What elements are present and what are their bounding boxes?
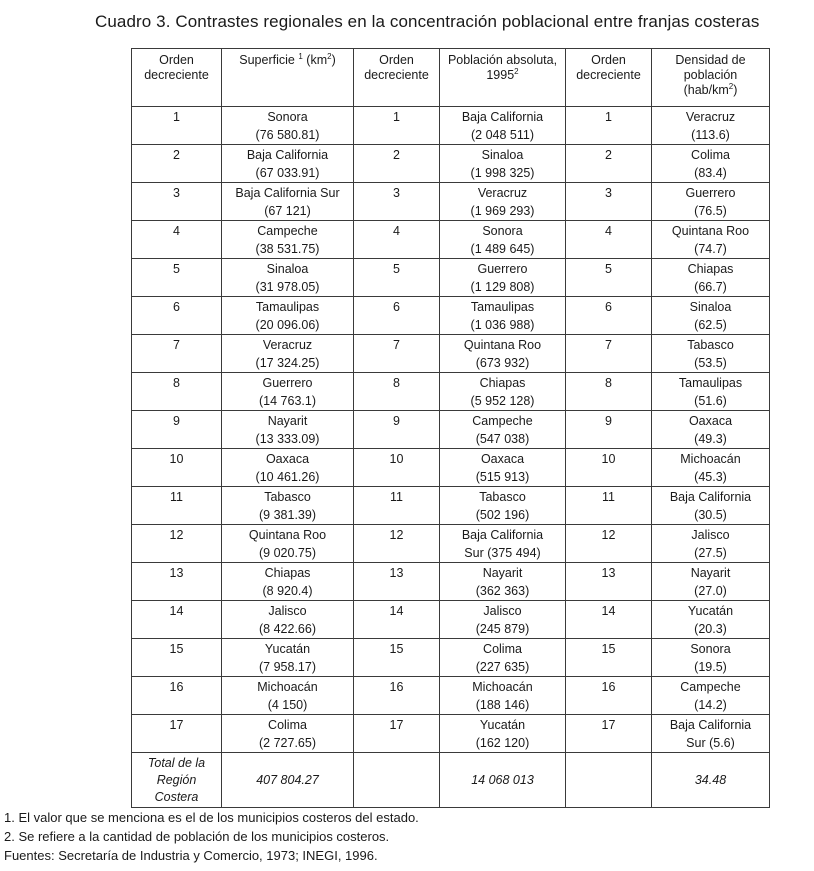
rank-densidad: [566, 221, 652, 259]
rank-superficie: [132, 221, 222, 259]
densidad-cell: [652, 601, 770, 639]
densidad-cell-den-value: (20.3): [694, 621, 727, 636]
densidad-cell: [652, 639, 770, 677]
table-row: [132, 373, 770, 411]
superficie-cell-sup-value: (4 150): [267, 697, 308, 712]
densidad-cell: [652, 297, 770, 335]
rank-densidad-rank: 11: [602, 490, 615, 504]
poblacion-cell-pob-value: Sur (375 494): [464, 545, 541, 560]
poblacion-cell: [440, 715, 566, 753]
rank-densidad-rank: 13: [601, 566, 616, 580]
rank-superficie: [132, 715, 222, 753]
poblacion-cell-pob-value: (2 048 511): [470, 127, 534, 142]
poblacion-cell-pob-value: (1 036 988): [470, 317, 535, 332]
rank-superficie-rank: 12: [169, 528, 184, 542]
rank-poblacion-rank: 8: [393, 376, 400, 390]
densidad-cell: [652, 525, 770, 563]
densidad-cell-den-value: Sur (5.6): [686, 735, 735, 750]
header-superficie: Superficie $^1$ $(km^2)$: [222, 49, 354, 107]
poblacion-cell-pob-state: Sinaloa: [481, 147, 524, 162]
table-row: [132, 563, 770, 601]
superficie-cell: [222, 525, 354, 563]
superficie-cell-sup-state: Sonora: [267, 109, 308, 124]
superficie-cell-sup-value: (67 033.91): [255, 165, 320, 180]
table-row: [132, 487, 770, 525]
rank-densidad-rank: 1: [605, 110, 612, 124]
poblacion-cell-pob-state: Baja California: [461, 109, 544, 124]
rank-superficie: [132, 259, 222, 297]
poblacion-cell: [440, 145, 566, 183]
superficie-cell-sup-state: Baja California Sur: [235, 185, 340, 200]
rank-poblacion-rank: 16: [389, 680, 404, 694]
rank-superficie-rank: 5: [173, 262, 180, 276]
superficie-cell-sup-value: (14 763.1): [259, 393, 316, 408]
poblacion-cell-pob-state: Tamaulipas: [470, 299, 535, 314]
superficie-cell-sup-state: Jalisco: [268, 603, 307, 618]
rank-densidad: [566, 259, 652, 297]
rank-densidad: [566, 297, 652, 335]
table-row: [132, 107, 770, 145]
rank-superficie: [132, 335, 222, 373]
table-row: [132, 677, 770, 715]
superficie-cell-sup-value: (76 580.81): [255, 127, 320, 142]
poblacion-cell-pob-state: Oaxaca: [480, 451, 525, 466]
rank-densidad: [566, 145, 652, 183]
rank-superficie: [132, 525, 222, 563]
rank-superficie-rank: 11: [170, 490, 183, 504]
poblacion-cell-pob-value: (1 489 645): [470, 241, 535, 256]
rank-densidad: [566, 639, 652, 677]
footnote-2: 2. Se refiere a la cantidad de población de los municipios costeros.: [4, 829, 390, 844]
superficie-cell-sup-value: (7 958.17): [259, 659, 316, 674]
rank-densidad-rank: 3: [605, 186, 612, 200]
rank-densidad-rank: 9: [605, 414, 612, 428]
densidad-cell-den-value: (51.6): [694, 393, 727, 408]
densidad-cell: [652, 411, 770, 449]
poblacion-cell-pob-state: Baja California: [461, 527, 544, 542]
rank-superficie: [132, 145, 222, 183]
rank-densidad-rank: 12: [601, 528, 616, 542]
table-row: [132, 145, 770, 183]
poblacion-cell-pob-state: Michoacán: [472, 679, 533, 694]
superficie-cell-sup-state: Yucatán: [264, 641, 311, 656]
rank-poblacion: [354, 677, 440, 715]
poblacion-cell-pob-state: Tabasco: [479, 489, 526, 504]
poblacion-cell: [440, 335, 566, 373]
superficie-cell-sup-state: Oaxaca: [265, 451, 310, 466]
poblacion-cell-pob-state: Jalisco: [483, 603, 522, 618]
superficie-cell-sup-state: Nayarit: [267, 413, 308, 428]
rank-poblacion-rank: 11: [390, 490, 403, 504]
rank-poblacion: [354, 145, 440, 183]
poblacion-cell-pob-state: Campeche: [472, 413, 533, 428]
densidad-cell-den-value: (62.5): [694, 317, 727, 332]
densidad-cell-den-state: Baja California: [669, 489, 752, 504]
table-row: [132, 335, 770, 373]
densidad-cell-den-value: (14.2): [694, 697, 727, 712]
rank-superficie: [132, 563, 222, 601]
rank-superficie: [132, 107, 222, 145]
superficie-cell-sup-value: (8 422.66): [259, 621, 316, 636]
superficie-cell-sup-state: Colima: [268, 717, 307, 732]
superficie-cell: [222, 715, 354, 753]
densidad-cell: [652, 183, 770, 221]
header-row: [132, 49, 770, 107]
poblacion-cell-pob-value: (1 998 325): [470, 165, 535, 180]
rank-superficie-rank: 4: [173, 224, 180, 238]
rank-superficie: [132, 601, 222, 639]
rank-superficie: [132, 487, 222, 525]
poblacion-cell-pob-state: Nayarit: [482, 565, 523, 580]
superficie-cell-sup-state: Michoacán: [257, 679, 318, 694]
superficie-cell: [222, 487, 354, 525]
poblacion-cell-pob-state: Veracruz: [477, 185, 528, 200]
densidad-cell: [652, 487, 770, 525]
densidad-cell: [652, 563, 770, 601]
densidad-cell-den-value: (27.0): [694, 583, 727, 598]
superficie-cell-sup-value: (31 978.05): [255, 279, 320, 294]
poblacion-cell-pob-state: Sonora: [482, 223, 523, 238]
poblacion-cell: [440, 601, 566, 639]
total-empty-cell: [566, 753, 652, 808]
superficie-cell: [222, 221, 354, 259]
rank-poblacion-rank: 7: [393, 338, 400, 352]
rank-densidad-rank: 6: [605, 300, 612, 314]
superficie-cell: [222, 107, 354, 145]
rank-densidad: [566, 715, 652, 753]
table-row: [132, 411, 770, 449]
rank-densidad: [566, 487, 652, 525]
densidad-cell-den-state: Campeche: [680, 679, 741, 694]
superficie-cell-sup-state: Tabasco: [264, 489, 311, 504]
superficie-cell: [222, 335, 354, 373]
rank-poblacion: [354, 373, 440, 411]
poblacion-cell: [440, 221, 566, 259]
poblacion-cell-pob-state: Chiapas: [479, 375, 526, 390]
rank-densidad: [566, 601, 652, 639]
poblacion-cell: [440, 297, 566, 335]
superficie-cell-sup-state: Baja California: [246, 147, 329, 162]
rank-densidad-rank: 8: [605, 376, 612, 390]
densidad-cell-den-state: Nayarit: [690, 565, 731, 580]
rank-densidad: [566, 677, 652, 715]
poblacion-cell-pob-state: Yucatán: [479, 717, 526, 732]
rank-densidad: [566, 525, 652, 563]
rank-poblacion-rank: 10: [389, 452, 404, 466]
densidad-cell-den-state: Jalisco: [691, 527, 730, 542]
poblacion-cell: [440, 107, 566, 145]
densidad-cell-den-state: Quintana Roo: [671, 223, 750, 238]
poblacion-cell: [440, 677, 566, 715]
rank-densidad-rank: 4: [605, 224, 612, 238]
densidad-cell-den-state: Oaxaca: [688, 413, 733, 428]
densidad-cell: [652, 373, 770, 411]
rank-poblacion: [354, 563, 440, 601]
rank-poblacion: [354, 487, 440, 525]
superficie-cell-sup-value: (9 381.39): [259, 507, 316, 522]
densidad-cell-den-value: (83.4): [694, 165, 727, 180]
rank-densidad-rank: 16: [601, 680, 616, 694]
table-row: [132, 297, 770, 335]
total-empty-cell: [354, 753, 440, 808]
rank-superficie-rank: 1: [173, 110, 180, 124]
superficie-cell-sup-value: (17 324.25): [255, 355, 320, 370]
rank-poblacion-rank: 17: [389, 718, 404, 732]
rank-poblacion: [354, 183, 440, 221]
rank-densidad-rank: 7: [605, 338, 612, 352]
poblacion-cell-pob-value: (547 038): [475, 431, 530, 446]
poblacion-cell: [440, 411, 566, 449]
rank-poblacion: [354, 715, 440, 753]
poblacion-cell-pob-value: (1 129 808): [470, 279, 535, 294]
densidad-cell-den-value: (49.3): [694, 431, 727, 446]
rank-densidad: [566, 449, 652, 487]
poblacion-cell-pob-value: (362 363): [475, 583, 530, 598]
densidad-cell-den-value: (66.7): [694, 279, 727, 294]
rank-poblacion: [354, 221, 440, 259]
densidad-cell: [652, 221, 770, 259]
table-body: [132, 107, 770, 753]
rank-densidad: [566, 411, 652, 449]
densidad-cell-den-state: Sinaloa: [689, 299, 732, 314]
densidad-cell: [652, 145, 770, 183]
rank-superficie-rank: 13: [169, 566, 184, 580]
rank-poblacion-rank: 14: [389, 604, 404, 618]
rank-densidad: [566, 183, 652, 221]
rank-poblacion-rank: 9: [393, 414, 400, 428]
superficie-cell-sup-value: (13 333.09): [255, 431, 320, 446]
rank-superficie-rank: 14: [169, 604, 184, 618]
rank-densidad-rank: 2: [605, 148, 612, 162]
rank-superficie-rank: 8: [173, 376, 180, 390]
superficie-cell-sup-state: Quintana Roo: [248, 527, 327, 542]
densidad-cell-den-state: Tamaulipas: [678, 375, 743, 390]
densidad-cell-den-value: (76.5): [694, 203, 727, 218]
densidad-cell: [652, 335, 770, 373]
superficie-cell-sup-value: (9 020.75): [259, 545, 316, 560]
table-row: [132, 221, 770, 259]
rank-poblacion: [354, 525, 440, 563]
rank-poblacion-rank: 13: [389, 566, 404, 580]
superficie-cell: [222, 411, 354, 449]
rank-poblacion: [354, 335, 440, 373]
rank-densidad-rank: 14: [601, 604, 616, 618]
superficie-cell: [222, 563, 354, 601]
rank-poblacion-rank: 6: [393, 300, 400, 314]
rank-superficie: [132, 411, 222, 449]
densidad-cell-den-state: Chiapas: [687, 261, 734, 276]
total-densidad: 34.48: [652, 753, 770, 808]
rank-superficie-rank: 6: [173, 300, 180, 314]
poblacion-cell: [440, 449, 566, 487]
superficie-cell-sup-value: (20 096.06): [255, 317, 320, 332]
rank-densidad-rank: 5: [605, 262, 612, 276]
total-poblacion: 14 068 013: [440, 753, 566, 808]
superficie-cell-sup-value: (8 920.4): [262, 583, 313, 598]
superficie-cell-sup-state: Chiapas: [264, 565, 311, 580]
table-row: [132, 715, 770, 753]
rank-poblacion: [354, 411, 440, 449]
header-orden-poblacion: Orden decreciente: [354, 49, 440, 107]
rank-superficie-rank: 3: [173, 186, 180, 200]
poblacion-cell-pob-value: (245 879): [475, 621, 530, 636]
superficie-cell-sup-state: Veracruz: [262, 337, 313, 352]
superficie-cell-sup-value: (10 461.26): [255, 469, 320, 484]
header-orden-superficie: Orden decreciente: [132, 49, 222, 107]
footnotes: [4, 808, 419, 865]
poblacion-cell-pob-state: Quintana Roo: [463, 337, 542, 352]
data-table: [131, 48, 770, 808]
rank-poblacion-rank: 2: [393, 148, 400, 162]
densidad-cell: [652, 259, 770, 297]
densidad-cell-den-value: (74.7): [694, 241, 727, 256]
rank-superficie: [132, 677, 222, 715]
densidad-cell-den-value: (53.5): [694, 355, 727, 370]
poblacion-cell: [440, 563, 566, 601]
densidad-cell-den-state: Sonora: [690, 641, 731, 656]
superficie-cell: [222, 145, 354, 183]
rank-densidad: [566, 373, 652, 411]
header-densidad: Densidad de población $(hab/km^2)$: [652, 49, 770, 107]
rank-poblacion-rank: 12: [389, 528, 404, 542]
rank-superficie-rank: 9: [173, 414, 180, 428]
superficie-cell-sup-state: Tamaulipas: [255, 299, 320, 314]
superficie-cell: [222, 449, 354, 487]
superficie-cell: [222, 677, 354, 715]
densidad-cell: [652, 677, 770, 715]
poblacion-cell: [440, 487, 566, 525]
rank-superficie: [132, 639, 222, 677]
poblacion-cell-pob-value: (188 146): [475, 697, 530, 712]
rank-superficie-rank: 16: [169, 680, 184, 694]
header-orden-densidad: Orden decreciente: [566, 49, 652, 107]
rank-superficie: [132, 183, 222, 221]
densidad-cell-den-state: Yucatán: [687, 603, 734, 618]
densidad-cell: [652, 449, 770, 487]
rank-superficie-rank: 17: [169, 718, 184, 732]
total-label: Total de la Región Costera: [132, 753, 222, 808]
densidad-cell-den-state: Veracruz: [685, 109, 736, 124]
poblacion-cell-pob-value: (1 969 293): [470, 203, 535, 218]
densidad-cell-den-value: (27.5): [694, 545, 727, 560]
total-row: [132, 753, 770, 808]
rank-superficie: [132, 373, 222, 411]
poblacion-cell-pob-value: (5 952 128): [470, 393, 535, 408]
rank-poblacion: [354, 449, 440, 487]
rank-poblacion: [354, 639, 440, 677]
poblacion-cell-pob-value: (162 120): [475, 735, 530, 750]
rank-superficie: [132, 297, 222, 335]
densidad-cell: [652, 107, 770, 145]
superficie-cell-sup-value: (38 531.75): [255, 241, 320, 256]
rank-poblacion: [354, 259, 440, 297]
rank-densidad-rank: 10: [601, 452, 616, 466]
table-row: [132, 601, 770, 639]
rank-densidad: [566, 107, 652, 145]
densidad-cell: [652, 715, 770, 753]
densidad-cell-den-value: (113.6): [691, 127, 730, 142]
superficie-cell-sup-value: (67 121): [264, 203, 311, 218]
densidad-cell-den-value: (19.5): [694, 659, 727, 674]
densidad-cell-den-value: (30.5): [694, 507, 727, 522]
poblacion-cell: [440, 183, 566, 221]
densidad-cell-den-state: Baja California: [669, 717, 752, 732]
poblacion-cell: [440, 639, 566, 677]
header-poblacion: Población absoluta, 1995$^2$: [440, 49, 566, 107]
rank-densidad: [566, 335, 652, 373]
poblacion-cell-pob-value: (227 635): [475, 659, 530, 674]
superficie-cell-sup-state: Guerrero: [262, 375, 313, 390]
densidad-cell-den-state: Michoacán: [680, 451, 741, 466]
densidad-cell-den-state: Tabasco: [687, 337, 734, 352]
superficie-cell-sup-value: (2 727.65): [259, 735, 316, 750]
rank-superficie-rank: 7: [173, 338, 180, 352]
table-title: Cuadro 3. Contrastes regionales en la concentración poblacional entre franjas costeras: [95, 12, 760, 31]
superficie-cell: [222, 259, 354, 297]
superficie-cell-sup-state: Campeche: [257, 223, 318, 238]
poblacion-cell: [440, 259, 566, 297]
rank-superficie-rank: 15: [169, 642, 184, 656]
rank-poblacion-rank: 1: [393, 110, 400, 124]
poblacion-cell-pob-value: (515 913): [475, 469, 530, 484]
table-row: [132, 183, 770, 221]
poblacion-cell: [440, 373, 566, 411]
rank-poblacion: [354, 297, 440, 335]
poblacion-cell-pob-state: Colima: [483, 641, 522, 656]
rank-superficie-rank: 2: [173, 148, 180, 162]
footnote-1: 1. El valor que se menciona es el de los municipios costeros del estado.: [4, 810, 419, 825]
total-superficie: 407 804.27: [222, 753, 354, 808]
rank-poblacion-rank: 5: [393, 262, 400, 276]
poblacion-cell: [440, 525, 566, 563]
superficie-cell: [222, 297, 354, 335]
rank-superficie: [132, 449, 222, 487]
rank-densidad-rank: 17: [601, 718, 616, 732]
rank-poblacion-rank: 4: [393, 224, 400, 238]
rank-poblacion: [354, 107, 440, 145]
table-row: [132, 259, 770, 297]
superficie-cell: [222, 601, 354, 639]
superficie-cell: [222, 373, 354, 411]
superficie-cell-sup-state: Sinaloa: [266, 261, 309, 276]
table-row: [132, 449, 770, 487]
densidad-cell-den-state: Colima: [691, 147, 730, 162]
table-row: [132, 525, 770, 563]
superficie-cell: [222, 639, 354, 677]
poblacion-cell-pob-value: (673 932): [475, 355, 530, 370]
rank-densidad-rank: 15: [601, 642, 616, 656]
rank-superficie-rank: 10: [169, 452, 184, 466]
poblacion-cell-pob-value: (502 196): [475, 507, 530, 522]
rank-poblacion: [354, 601, 440, 639]
rank-poblacion-rank: 15: [389, 642, 404, 656]
densidad-cell-den-value: (45.3): [694, 469, 727, 484]
rank-densidad: [566, 563, 652, 601]
rank-poblacion-rank: 3: [393, 186, 400, 200]
footnote-sources: Fuentes: Secretaría de Industria y Comercio, 1973; INEGI, 1996.: [4, 848, 378, 863]
densidad-cell-den-state: Guerrero: [685, 185, 736, 200]
poblacion-cell-pob-state: Guerrero: [477, 261, 528, 276]
superficie-cell: [222, 183, 354, 221]
table-row: [132, 639, 770, 677]
